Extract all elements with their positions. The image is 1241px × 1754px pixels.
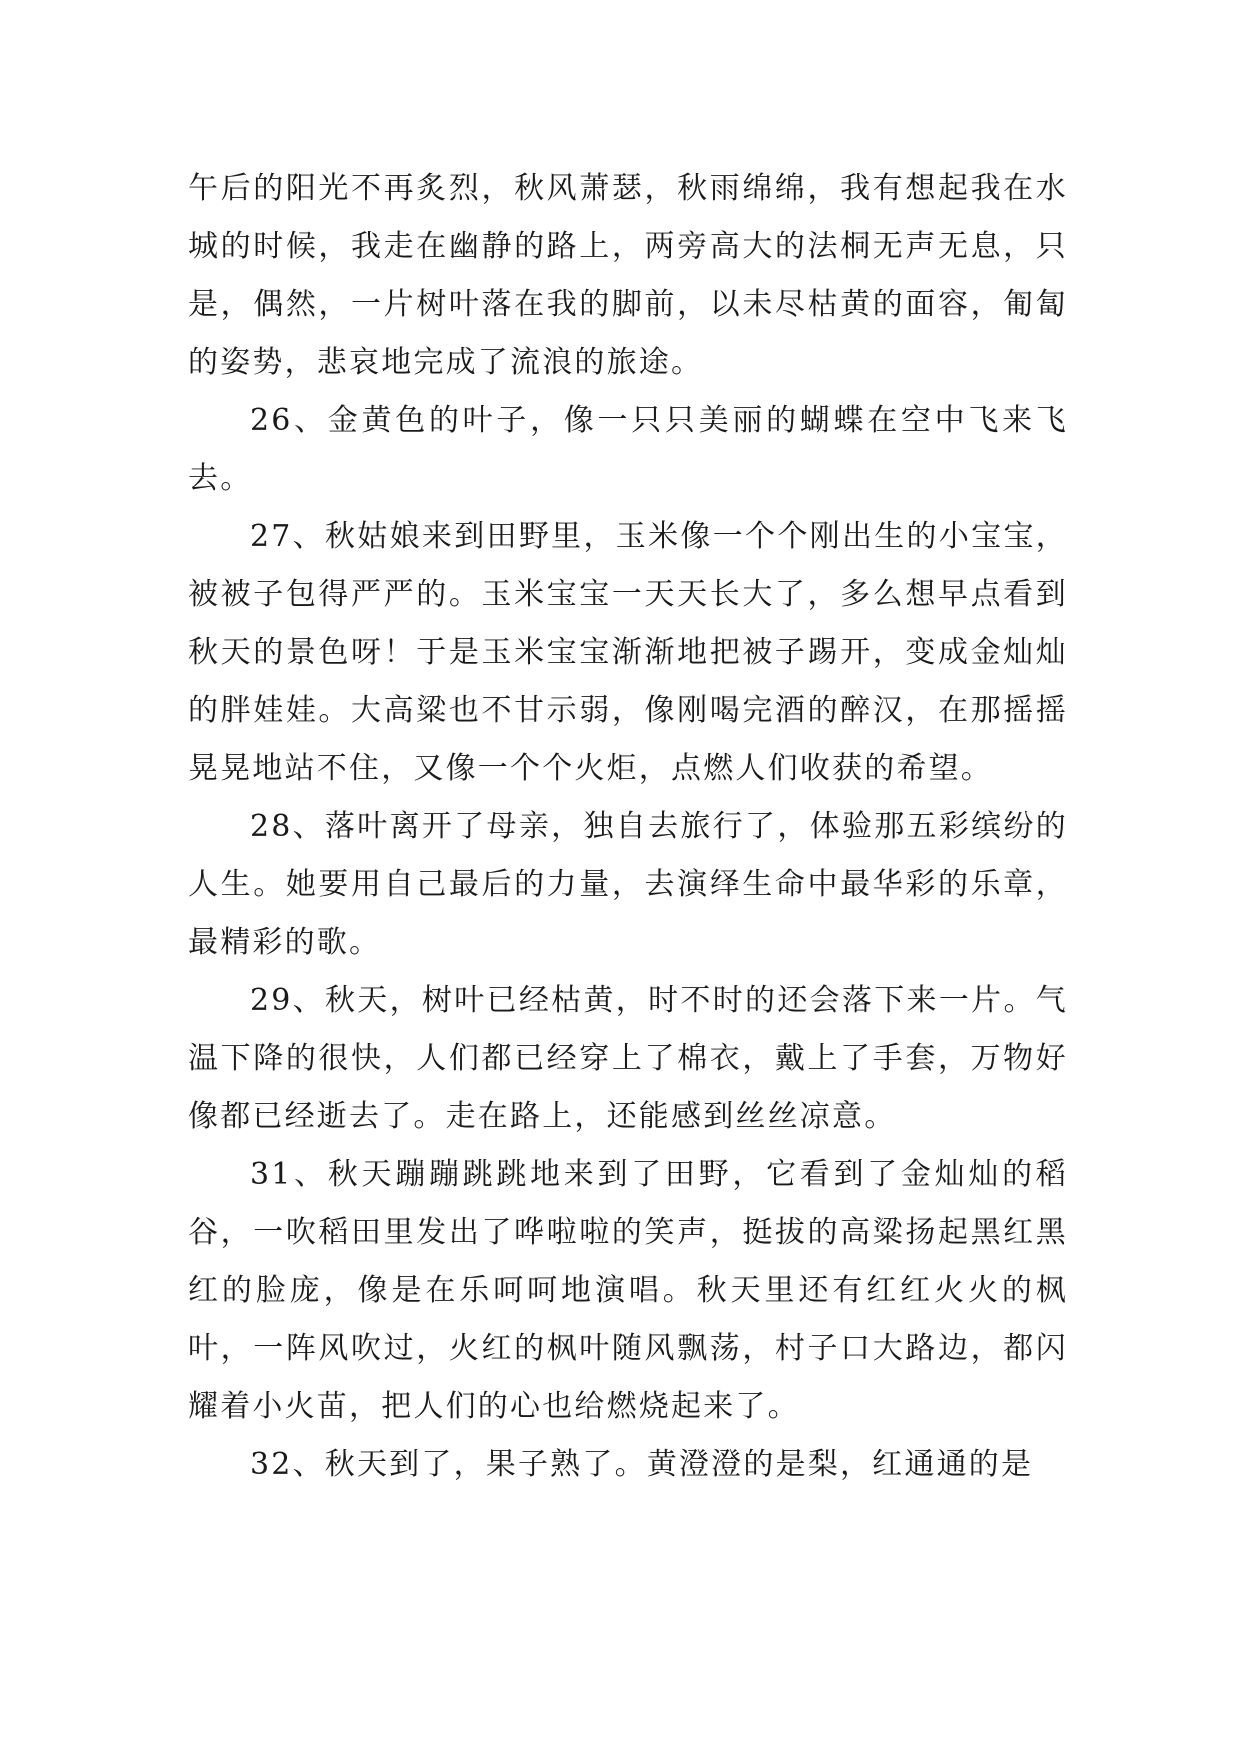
paragraph-31: 31、秋天蹦蹦跳跳地来到了田野，它看到了金灿灿的稻谷，一吹稻田里发出了哗啦啦的笑声，挺拔的高粱扬起黑红黑红的脸庞，像是在乐呵呵地演唱。秋天里还有红红火火的枫叶，一阵风吹过，火红的枫叶随风飘荡，村子口大路边，都闪耀着小火苗，把人们的心也给燃烧起来了。 — [188, 1157, 1068, 1424]
paragraph-29: 29、秋天，树叶已经枯黄，时不时的还会落下来一片。气温下降的很快，人们都已经穿上了棉衣，戴上了手套，万物好像都已经逝去了。走在路上，还能感到丝丝凉意。 — [188, 983, 1068, 1134]
paragraph-intro: 午后的阳光不再炙烈，秋风萧瑟，秋雨绵绵，我有想起我在水城的时候，我走在幽静的路上，两旁高大的法桐无声无息，只是，偶然，一片树叶落在我的脚前，以未尽枯黄的面容，匍匐的姿势，悲哀地完成了流浪的旅途。 — [188, 171, 1068, 380]
paragraph-26: 26、金黄色的叶子，像一只只美丽的蝴蝶在空中飞来飞去。 — [188, 403, 1068, 496]
document-body — [188, 160, 1068, 1494]
paragraph-28: 28、落叶离开了母亲，独自去旅行了，体验那五彩缤纷的人生。她要用自己最后的力量，去演绎生命中最华彩的乐章，最精彩的歌。 — [188, 809, 1068, 960]
paragraph-32: 32、秋天到了，果子熟了。黄澄澄的是梨，红通通的是 — [250, 1447, 1034, 1482]
paragraph-27: 27、秋姑娘来到田野里，玉米像一个个刚出生的小宝宝，被被子包得严严的。玉米宝宝一天天长大了，多么想早点看到秋天的景色呀！于是玉米宝宝渐渐地把被子踢开，变成金灿灿的胖娃娃。大高粱也不甘示弱，像刚喝完酒的醉汉，在那摇摇晃晃地站不住，又像一个个火炬，点燃人们收获的希望。 — [188, 519, 1068, 786]
